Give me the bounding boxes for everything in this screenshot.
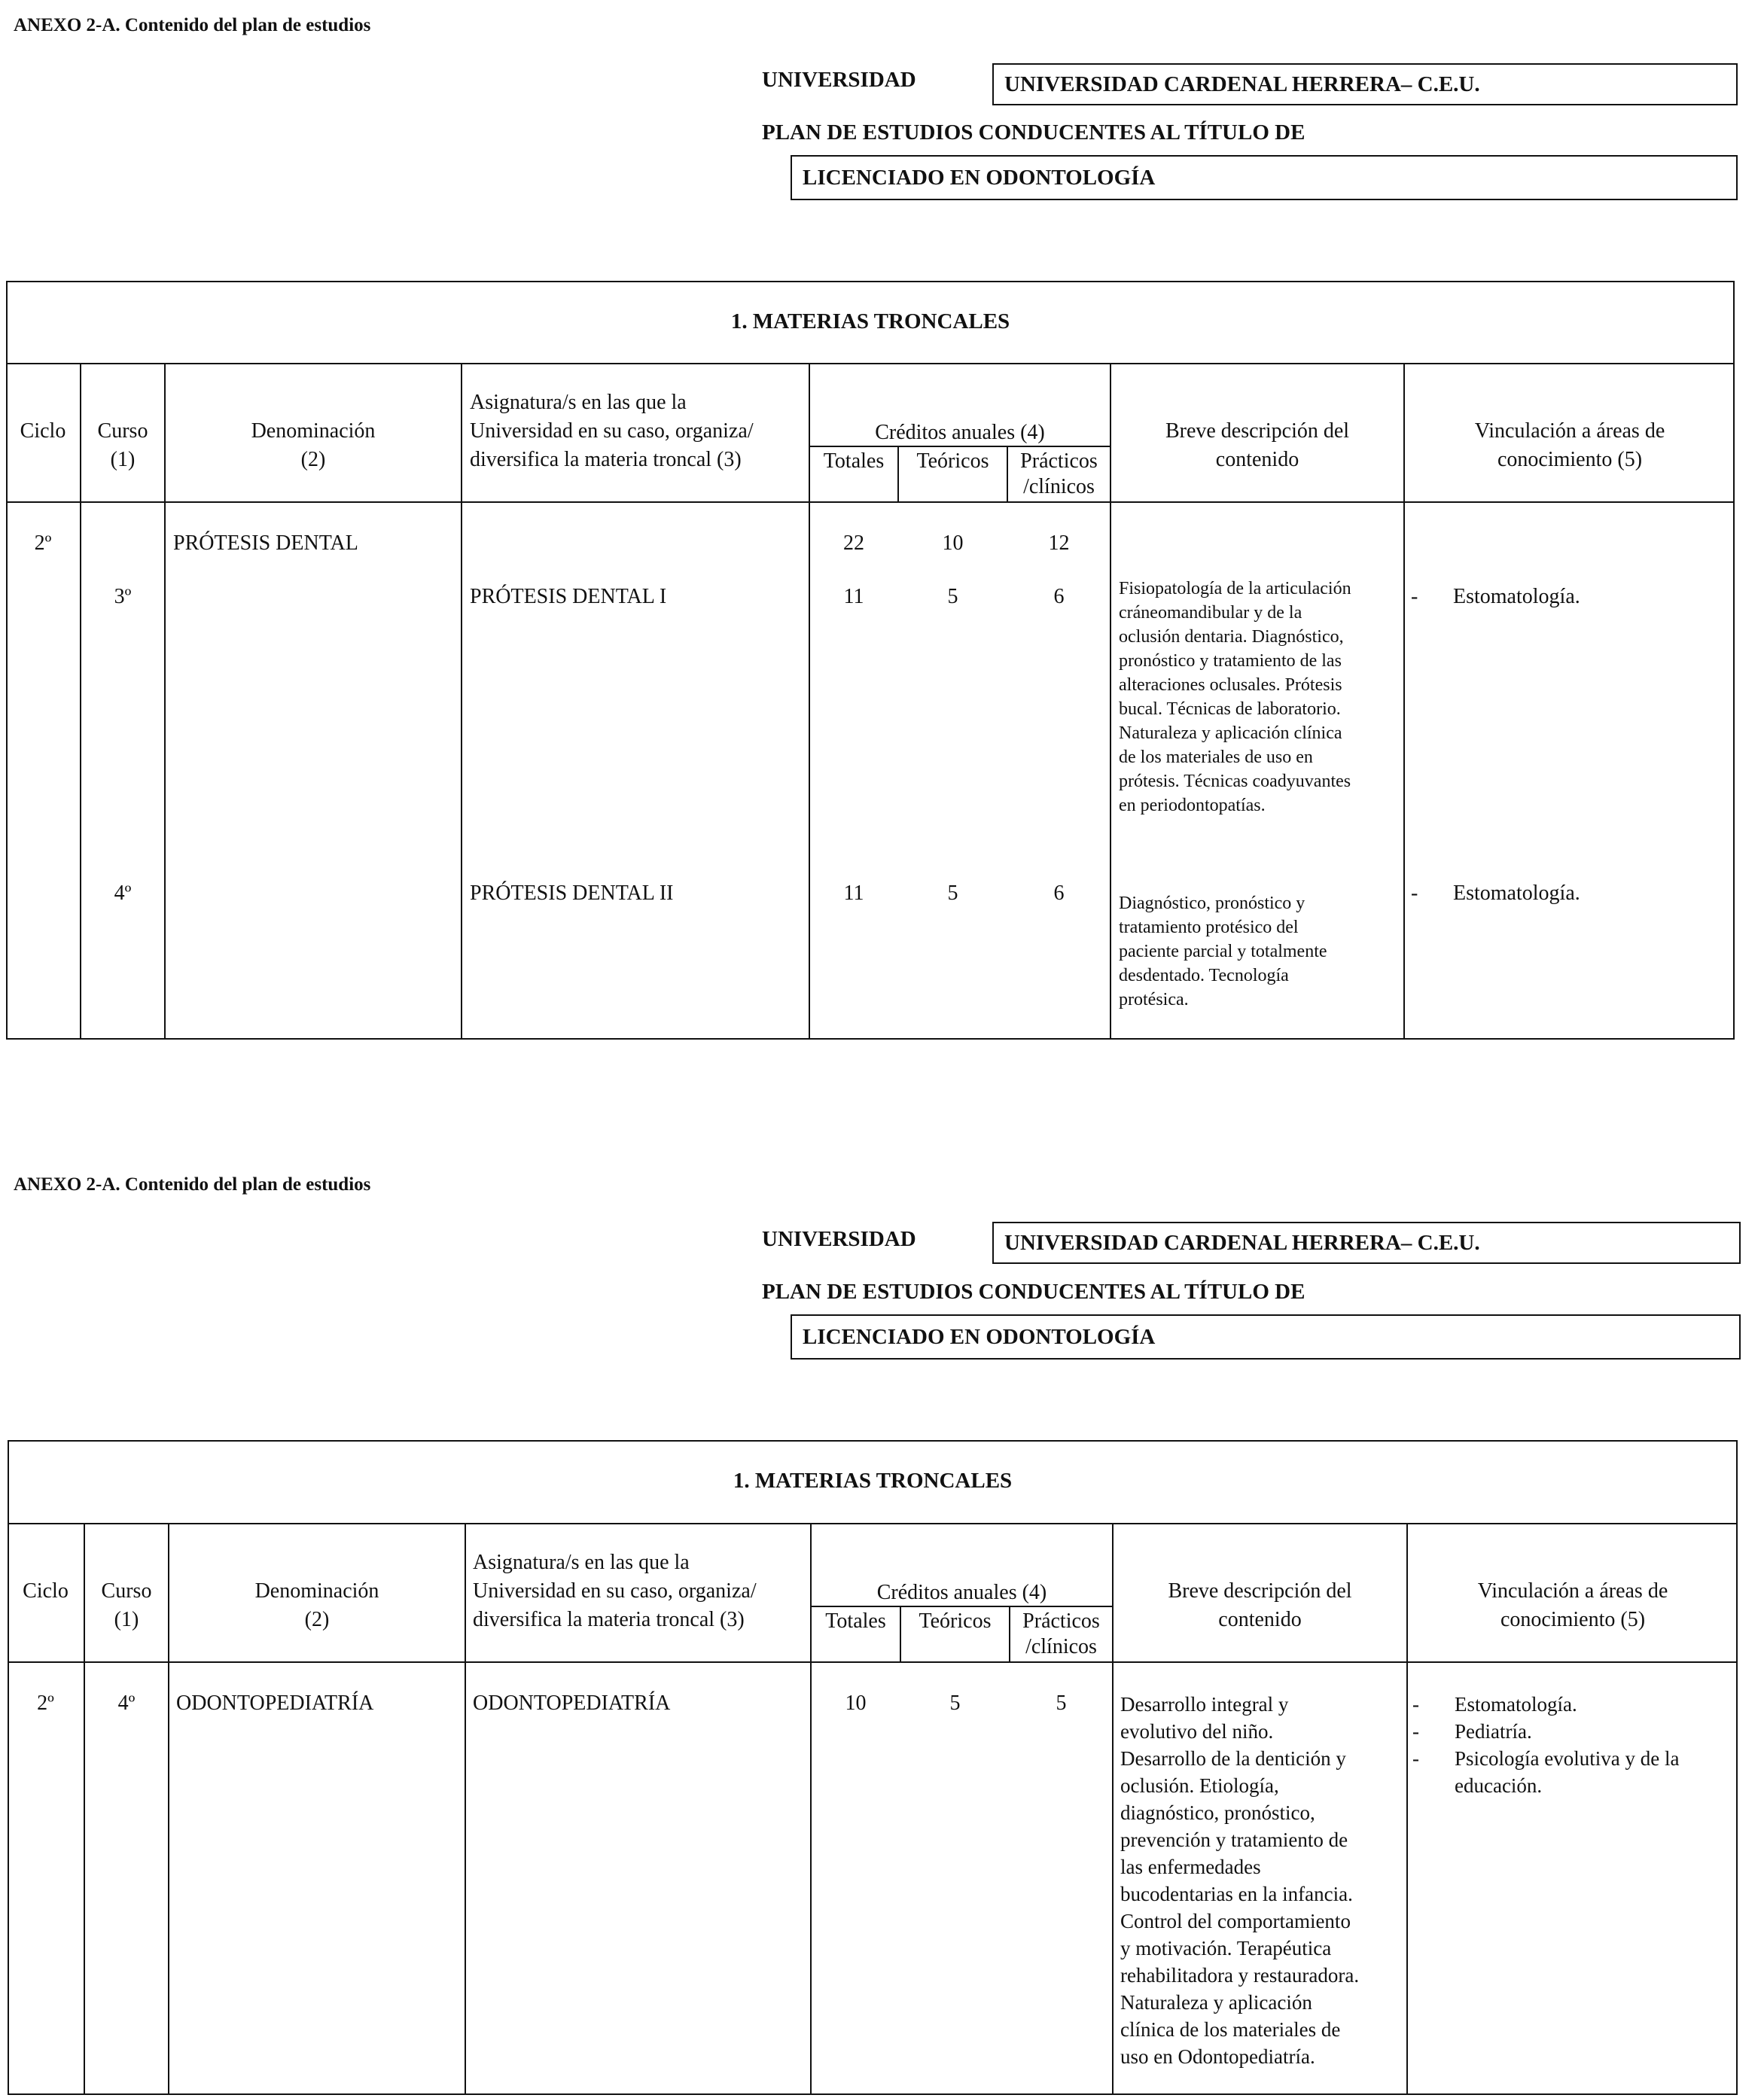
- plan-label: PLAN DE ESTUDIOS CONDUCENTES AL TÍTULO DE: [762, 120, 1305, 145]
- row2-asignatura: PRÓTESIS DENTAL II: [470, 882, 674, 905]
- universidad-label: UNIVERSIDAD: [762, 68, 916, 92]
- header-vinculacion-1: Vinculación a áreas de: [1477, 1579, 1668, 1603]
- desc-line: oclusión dentaria. Diagnóstico,: [1119, 627, 1344, 647]
- materia-totales: 22: [843, 531, 864, 555]
- anexo-heading: ANEXO 2-A. Contenido del plan de estudios: [14, 15, 371, 35]
- materia-denominacion: PRÓTESIS DENTAL: [173, 531, 358, 555]
- row1-totales: 11: [843, 585, 864, 608]
- titulo-box: [791, 1314, 1741, 1360]
- header-curso-note: (1): [110, 448, 136, 471]
- row1-asignatura: PRÓTESIS DENTAL I: [470, 585, 667, 608]
- header-vinculacion-2: conocimiento (5): [1500, 1608, 1646, 1631]
- desc-line: evolutivo del niño.: [1120, 1720, 1274, 1743]
- row1-teoricos: 5: [947, 585, 958, 608]
- dash: -: [1412, 1747, 1419, 1770]
- header-asignatura-1: Asignatura/s en las que la: [473, 1551, 690, 1574]
- desc-line: las enfermedades: [1120, 1856, 1261, 1878]
- header-totales: Totales: [825, 1609, 886, 1633]
- vinculacion-line: Pediatría.: [1455, 1720, 1532, 1743]
- header-curso: Curso: [97, 419, 148, 443]
- titulo-value: LICENCIADO EN ODONTOLOGÍA: [803, 1324, 1156, 1349]
- row2-dash: -: [1411, 882, 1418, 905]
- header-denominacion: Denominación: [251, 419, 376, 443]
- desc-line: tratamiento protésico del: [1119, 918, 1299, 937]
- header-asignatura-1: Asignatura/s en las que la: [470, 391, 687, 414]
- header-totales: Totales: [823, 449, 885, 473]
- desc-line: uso en Odontopediatría.: [1120, 2045, 1315, 2068]
- header-teoricos: Teóricos: [916, 449, 989, 473]
- desc-line: Desarrollo de la dentición y: [1120, 1747, 1346, 1770]
- table-title: 1. MATERIAS TRONCALES: [730, 309, 1010, 333]
- dash: -: [1412, 1720, 1419, 1743]
- desc-line: Desarrollo integral y: [1120, 1693, 1289, 1716]
- desc-line: protésica.: [1119, 990, 1189, 1009]
- header-curso: Curso: [101, 1579, 152, 1603]
- desc-line: Fisiopatología de la articulación: [1119, 579, 1351, 598]
- universidad-value: UNIVERSIDAD CARDENAL HERRERA– C.E.U.: [1004, 72, 1480, 96]
- row-practicos: 5: [1056, 1691, 1067, 1715]
- desc-line: y motivación. Terapéutica: [1120, 1937, 1332, 1959]
- header-denominacion-note: (2): [300, 448, 326, 471]
- row1-descripcion: [1119, 577, 1402, 818]
- row2-descripcion: [1119, 891, 1402, 1012]
- materia-practicos: 12: [1048, 531, 1070, 555]
- desc-line: oclusión. Etiología,: [1120, 1774, 1279, 1797]
- header-teoricos: Teóricos: [919, 1609, 992, 1633]
- row-descripcion: [1120, 1691, 1405, 2070]
- desc-line: de los materiales de uso en: [1119, 748, 1313, 767]
- header-asignatura-2: Universidad en su caso, organiza/: [473, 1579, 757, 1603]
- universidad-label: UNIVERSIDAD: [762, 1227, 916, 1251]
- row-dashes: [1412, 1691, 1419, 1772]
- desc-line: diagnóstico, pronóstico,: [1120, 1801, 1315, 1824]
- header-denominacion: Denominación: [254, 1579, 379, 1603]
- header-practicos-1: Prácticos: [1022, 1609, 1100, 1633]
- row-teoricos: 5: [949, 1691, 961, 1715]
- row1-practicos: 6: [1053, 585, 1065, 608]
- row2-practicos: 6: [1053, 882, 1065, 905]
- titulo-value: LICENCIADO EN ODONTOLOGÍA: [803, 165, 1156, 190]
- desc-line: bucal. Técnicas de laboratorio.: [1119, 699, 1341, 719]
- header-descripcion-2: contenido: [1215, 448, 1299, 471]
- row1-curso: 3º: [114, 585, 132, 608]
- plan-label: PLAN DE ESTUDIOS CONDUCENTES AL TÍTULO DE: [762, 1280, 1305, 1304]
- titulo-box: [791, 155, 1738, 200]
- desc-line: en periodontopatías.: [1119, 796, 1266, 815]
- desc-line: desdentado. Tecnología: [1119, 966, 1289, 985]
- materia-teoricos: 10: [942, 531, 964, 555]
- desc-line: Diagnóstico, pronóstico y: [1119, 894, 1305, 913]
- header-practicos-2: /clínicos: [1023, 475, 1095, 498]
- row2-vinculacion: Estomatología.: [1453, 882, 1580, 905]
- header-asignatura-3: diversifica la materia troncal (3): [473, 1608, 745, 1631]
- row2-totales: 11: [843, 882, 864, 905]
- row-denominacion: ODONTOPEDIATRÍA: [176, 1691, 374, 1715]
- desc-line: Naturaleza y aplicación clínica: [1119, 723, 1342, 743]
- vinculacion-line: educación.: [1455, 1774, 1543, 1797]
- header-practicos-2: /clínicos: [1025, 1635, 1097, 1658]
- header-denominacion-note: (2): [304, 1608, 330, 1631]
- header-curso-note: (1): [114, 1608, 139, 1631]
- desc-line: Control del comportamiento: [1120, 1910, 1351, 1932]
- header-vinculacion-1: Vinculación a áreas de: [1474, 419, 1665, 443]
- header-creditos: Créditos anuales (4): [875, 421, 1045, 444]
- row2-teoricos: 5: [947, 882, 958, 905]
- universidad-box: [992, 1222, 1741, 1264]
- header-vinculacion-2: conocimiento (5): [1497, 448, 1643, 471]
- desc-line: pronóstico y tratamiento de las: [1119, 651, 1342, 671]
- universidad-value: UNIVERSIDAD CARDENAL HERRERA– C.E.U.: [1004, 1230, 1480, 1255]
- desc-line: paciente parcial y totalmente: [1119, 942, 1327, 961]
- desc-line: Naturaleza y aplicación: [1120, 1991, 1312, 2014]
- row-totales: 10: [845, 1691, 867, 1715]
- anexo-heading: ANEXO 2-A. Contenido del plan de estudios: [14, 1174, 371, 1195]
- troncales-table: [6, 281, 1735, 1040]
- table-title: 1. MATERIAS TRONCALES: [733, 1469, 1013, 1493]
- materia-ciclo: 2º: [34, 531, 52, 555]
- header-descripcion-1: Breve descripción del: [1165, 419, 1350, 443]
- desc-line: prótesis. Técnicas coadyuvantes: [1119, 772, 1351, 791]
- desc-line: cráneomandibular y de la: [1119, 603, 1302, 623]
- header-practicos-1: Prácticos: [1020, 449, 1098, 473]
- desc-line: bucodentarias en la infancia.: [1120, 1883, 1353, 1905]
- desc-line: clínica de los materiales de: [1120, 2018, 1341, 2041]
- header-creditos: Créditos anuales (4): [876, 1581, 1047, 1604]
- header-ciclo: Ciclo: [23, 1579, 69, 1603]
- vinculacion-line: Psicología evolutiva y de la: [1455, 1747, 1680, 1770]
- row-ciclo: 2º: [37, 1691, 54, 1715]
- header-ciclo: Ciclo: [20, 419, 66, 443]
- row1-dash: -: [1411, 585, 1418, 608]
- desc-line: alteraciones oclusales. Prótesis: [1119, 675, 1342, 695]
- row-asignatura: ODONTOPEDIATRÍA: [473, 1691, 671, 1715]
- header-asignatura-3: diversifica la materia troncal (3): [470, 448, 742, 471]
- row1-vinculacion: Estomatología.: [1453, 585, 1580, 608]
- dash: -: [1412, 1693, 1419, 1716]
- universidad-box: [992, 63, 1738, 105]
- header-descripcion-1: Breve descripción del: [1168, 1579, 1352, 1603]
- header-descripcion-2: contenido: [1218, 1608, 1302, 1631]
- row2-curso: 4º: [114, 882, 132, 905]
- desc-line: rehabilitadora y restauradora.: [1120, 1964, 1360, 1987]
- row-vinculacion: [1455, 1691, 1735, 1799]
- vinculacion-line: Estomatología.: [1455, 1693, 1577, 1716]
- desc-line: prevención y tratamiento de: [1120, 1829, 1348, 1851]
- header-asignatura-2: Universidad en su caso, organiza/: [470, 419, 754, 443]
- row-curso: 4º: [117, 1691, 136, 1715]
